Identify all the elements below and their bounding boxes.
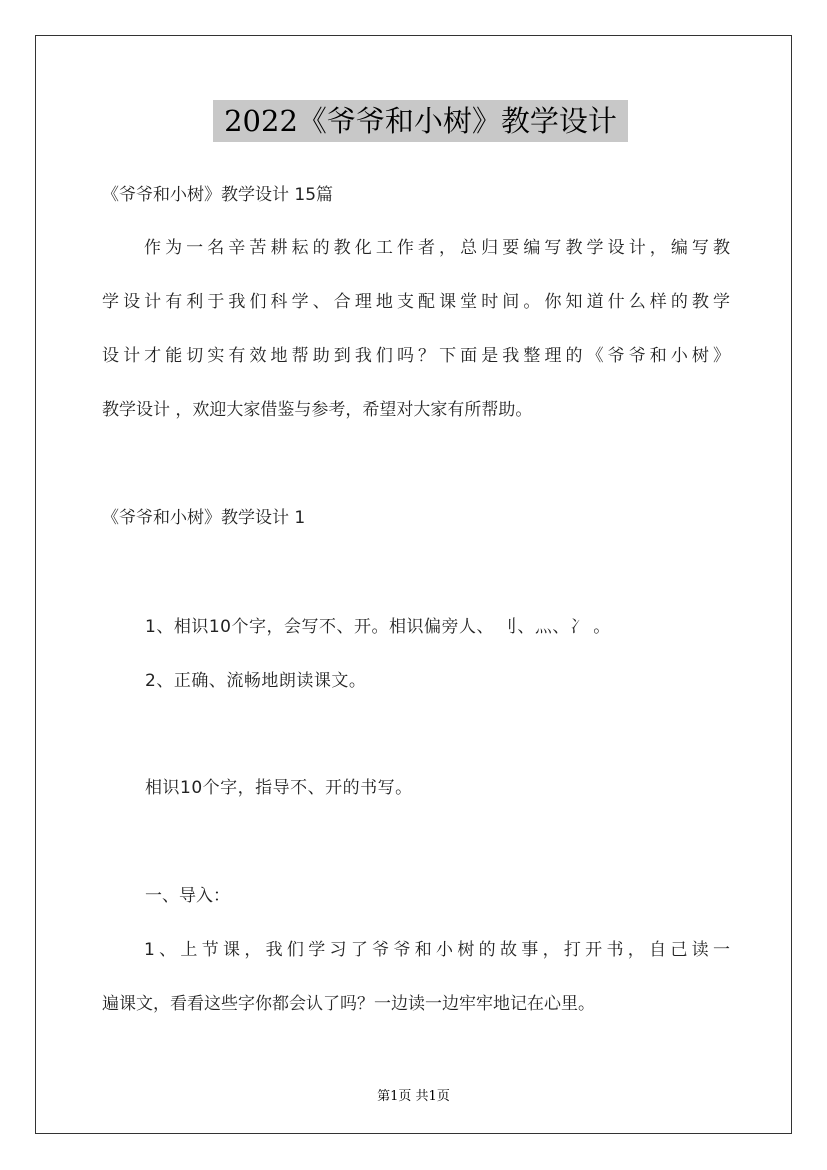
step-line-1: 1、上节课，我们学习了爷爷和小树的故事，打开书，自己读一 [144, 940, 730, 960]
intro-line-3: 设计才能切实有效地帮助到我们吗？下面是我整理的《爷爷和小树》 [102, 346, 730, 366]
page-footer: 第1页 共1页 [377, 1089, 450, 1104]
step-heading: 一、导入： [145, 886, 230, 906]
goal-line-1: 1、相识10个字，会写不、开。相识偏旁人、 刂、灬、冫 。 [145, 617, 611, 637]
document-title: 2022《爷爷和小树》教学设计 [213, 100, 628, 142]
intro-line-2: 学设计有利于我们科学、合理地支配课堂时间。你知道什么样的教学 [102, 292, 730, 312]
intro-line-1: 作为一名辛苦耕耘的教化工作者，总归要编写教学设计，编写教 [144, 238, 730, 258]
section-heading: 《爷爷和小树》教学设计 1 [102, 508, 306, 528]
goal-line-2: 2、正确、流畅地朗读课文。 [145, 671, 367, 691]
key-point: 相识10个字，指导不、开的书写。 [145, 778, 413, 798]
intro-line-4: 教学设计 ，欢迎大家借鉴与参考，希望对大家有所帮助。 [102, 400, 533, 420]
step-line-2: 遍课文，看看这些字你都会认了吗？一边读一边牢牢地记在心里。 [102, 994, 595, 1014]
subtitle: 《爷爷和小树》教学设计 15篇 [102, 185, 334, 205]
